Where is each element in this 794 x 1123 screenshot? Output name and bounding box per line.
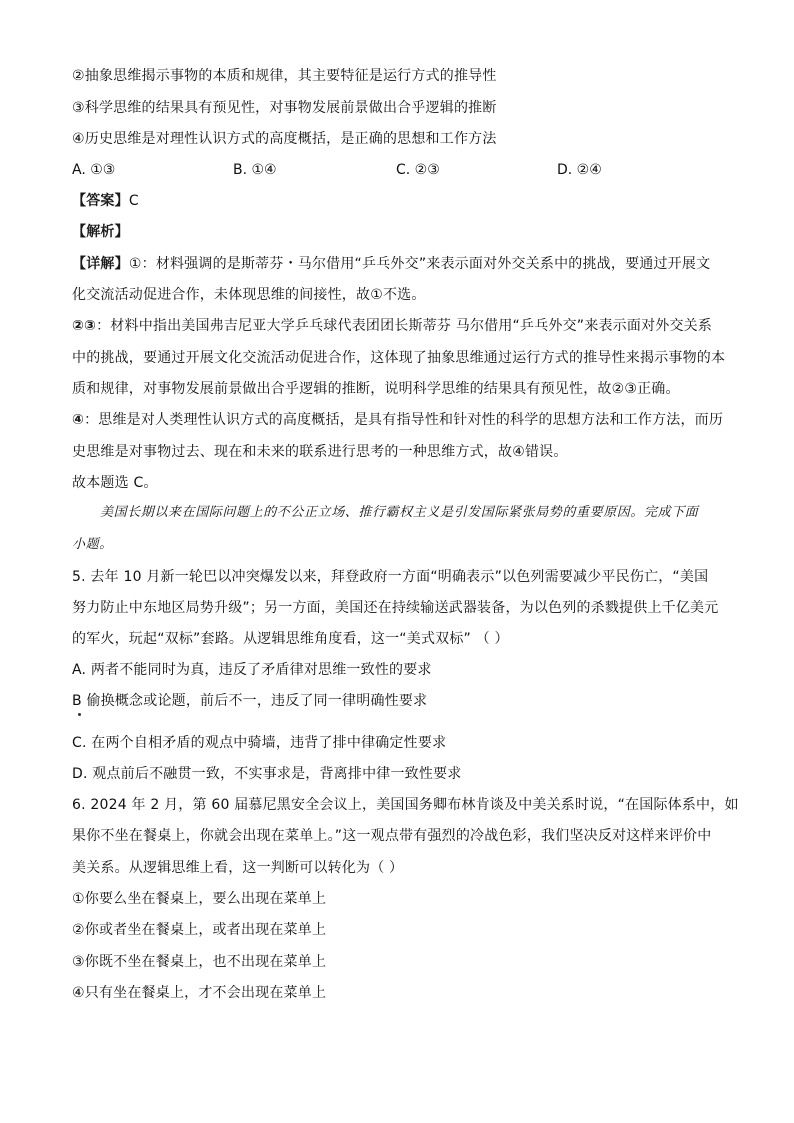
q4-option-d: D. ②④ [557, 162, 602, 178]
analysis-tag [72, 222, 722, 242]
q4-item-2: ②抽象思维揭示事物的本质和规律，其主要特征是运行方式的推导性 [72, 68, 497, 84]
detail-line-1 [72, 254, 722, 274]
q6-stem-line-2: 果你不坐在餐桌上，你就会出现在菜单上。”这一观点带有强烈的冷战色彩，我们坚决反对这样来评价中 [72, 828, 712, 844]
answer-value: C [128, 193, 139, 209]
q6-item-2: ②你或者坐在餐桌上，或者出现在菜单上 [72, 922, 327, 938]
q4-conclusion: 故本题选 C。 [72, 475, 158, 491]
q4-item-3: ③科学思维的结果具有预见性，对事物发展前景做出合乎逻辑的推断 [72, 100, 497, 116]
detail-text-1: ①：材料强调的是斯蒂芬・马尔借用“乒乓外交”来表示面对外交关系中的挑战，要通过开展文 [128, 256, 711, 272]
q6-stem-line-1: 6. 2024 年 2 月，第 60 届慕尼黑安全会议上，美国国务卿布林肯谈及中美关系时说，“在国际体系中，如 [72, 797, 739, 813]
p4-line-2: 史思维是对事物过去、现在和未来的联系进行思考的一种思维方式，故④错误。 [72, 444, 568, 460]
answer-tag: 【答案】 [72, 193, 129, 209]
q5-option-b: B 偷换概念或论题，前后不一，违反了同一律明确性要求 [72, 693, 428, 709]
q6-stem-line-3: 美关系。从逻辑思维上看，这一判断可以转化为（ ） [72, 860, 404, 876]
detail-tag: 【详解】 [72, 256, 129, 272]
q4-option-a: A. ①③ [72, 162, 116, 178]
passage-note-line-1: 美国长期以来在国际问题上的不公正立场、推行霸权主义是引发国际紧张局势的重要原因。完成下面 [100, 505, 699, 520]
p4-tag: ④ [72, 412, 85, 428]
q5-option-c: C. 在两个自相矛盾的观点中骑墙，违背了排中律确定性要求 [72, 735, 447, 751]
q5-option-a: A. 两者不能同时为真，违反了矛盾律对思维一致性的要求 [72, 662, 432, 678]
stray-dot [78, 713, 81, 716]
p23-tag: ②③ [72, 318, 97, 334]
q4-item-4: ④历史思维是对理性认识方式的高度概括，是正确的思想和工作方法 [72, 131, 497, 147]
p4-line-1 [72, 410, 722, 430]
q6-item-1: ①你要么坐在餐桌上，要么出现在菜单上 [72, 891, 327, 907]
q4-option-b: B. ①④ [233, 162, 277, 178]
q6-item-3: ③你既不坐在餐桌上，也不出现在菜单上 [72, 954, 327, 970]
p4-text-1: ：思维是对人类理性认识方式的高度概括，是具有指导性和针对性的科学的思想方法和工作方法，而历 [84, 412, 724, 428]
p23-line-2: 中的挑战，要通过开展文化交流活动促进合作，这体现了抽象思维通过运行方式的推导性来揭示事物的本 [72, 350, 726, 366]
answer-line [72, 191, 722, 211]
q5-option-d: D. 观点前后不融贯一致，不实事求是，背离排中律一致性要求 [72, 766, 462, 782]
q6-item-4: ④只有坐在餐桌上，才不会出现在菜单上 [72, 985, 327, 1001]
passage-note-line-2: 小题。 [72, 537, 113, 552]
analysis-label: 【解析】 [72, 224, 129, 240]
detail-line-2: 化交流活动促进合作，未体现思维的间接性，故①不选。 [72, 287, 426, 303]
p23-line-3: 质和规律，对事物发展前景做出合乎逻辑的推断，说明科学思维的结果具有预见性，故②③正确。 [72, 381, 680, 397]
q5-stem-line-2: 努力防止中东地区局势升级”；另一方面，美国还在持续输送武器装备，为以色列的杀戮提供上千亿美元 [72, 600, 719, 616]
q5-stem-line-1: 5. 去年 10 月新一轮巴以冲突爆发以来，拜登政府一方面“明确表示”以色列需要减少平民伤亡，“美国 [72, 569, 709, 585]
q4-option-c: C. ②③ [396, 162, 440, 178]
q5-stem-line-3: 的军火，玩起“双标”套路。从逻辑思维角度看，这一“美式双标” （ ） [72, 631, 509, 647]
p23-line-1 [72, 316, 722, 336]
p23-text-1: ：材料中指出美国弗吉尼亚大学乒乓球代表团团长斯蒂芬 马尔借用“乒乓外交”来表示面对外交关系 [96, 318, 713, 334]
